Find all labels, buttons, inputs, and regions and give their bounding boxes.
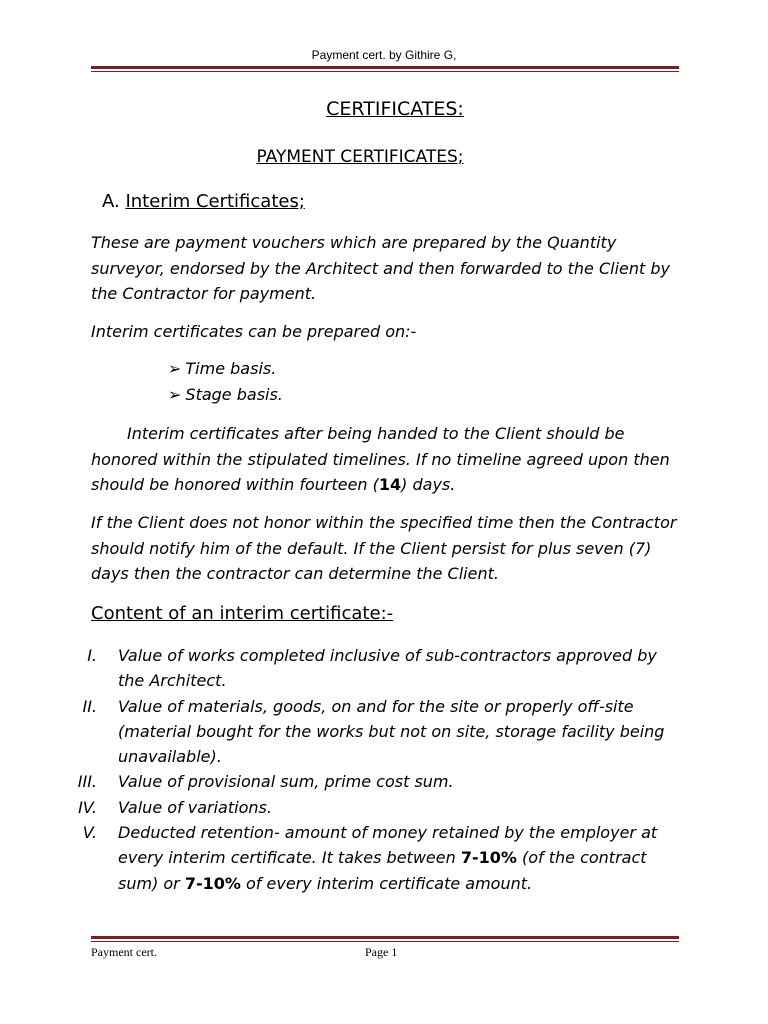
list-number: III. — [77, 772, 97, 792]
list-text: Value of variations. — [118, 797, 272, 817]
bullet-text: Time basis. — [185, 359, 277, 378]
list-text: Value of materials, goods, on and for the site or properly off-site (material bought for the works but not on site, storage facility being unavailable). — [118, 696, 665, 767]
paragraph-definition: These are payment vouchers which are prepared by the Quantity surveyor, endorsed by the Architect and then forwarded to the Client by the Contractor for payment. — [91, 233, 670, 303]
page-title-text: CERTIFICATES: — [326, 98, 464, 120]
page-number: Page 1 — [365, 945, 398, 959]
section-label: Interim Certificates; — [125, 191, 305, 212]
numbered-list — [60, 643, 700, 896]
list-item — [60, 643, 700, 694]
paragraph-timeline — [91, 421, 691, 498]
retention-text-3: of every interim certificate amount. — [240, 873, 533, 893]
page-title — [0, 98, 768, 120]
bullet-list — [168, 356, 283, 408]
retention-text-1: Deducted retention- amount of money retained by the employer at every interim certificate. It takes between — [118, 823, 658, 868]
list-text — [118, 820, 678, 896]
timeline-text-start: Interim certificates after being handed to the Client should be honored within the stipulated timelines. If no timeline agreed upon then should be honored within fourteen ( — [91, 424, 670, 494]
page-subtitle-text: PAYMENT CERTIFICATES; — [256, 147, 464, 167]
list-number: IV. — [78, 797, 97, 817]
bullet-text: Stage basis. — [185, 385, 283, 404]
arrow-bullet-icon: ➢ — [168, 385, 182, 404]
footer-title: Payment cert. — [91, 945, 157, 959]
paragraph-default: If the Client does not honor within the specified time then the Contractor should notify him of the default. If the Client persist for plus seven (7) days then the contractor can determine the Client. — [91, 513, 677, 583]
retention-text-2: (of the contract sum) or — [118, 848, 647, 893]
section-marker: A. — [102, 191, 120, 212]
header-rule — [91, 66, 679, 72]
list-number: II. — [82, 696, 97, 716]
page-subtitle — [0, 147, 704, 167]
timeline-days-number: 14 — [378, 475, 402, 494]
list-item — [60, 820, 700, 896]
list-item — [60, 769, 700, 794]
list-number: I. — [87, 646, 97, 665]
section-heading — [102, 191, 305, 212]
paragraph-prepared-on: Interim certificates can be prepared on:- — [91, 322, 417, 341]
list-text: Value of works completed inclusive of sub-contractors approved by the Architect. — [118, 646, 657, 691]
content-heading: Content of an interim certificate:- — [91, 603, 394, 624]
retention-percent: 7-10% — [184, 873, 241, 893]
retention-percent: 7-10% — [460, 848, 517, 868]
footer-rule — [91, 936, 679, 942]
arrow-bullet-icon: ➢ — [168, 359, 182, 378]
list-item — [60, 694, 700, 770]
list-number: V. — [82, 823, 97, 843]
timeline-text-end: ) days. — [401, 475, 456, 494]
bullet-item — [168, 356, 283, 382]
page-header: Payment cert. by Githire G, — [311, 48, 457, 62]
bullet-item — [168, 382, 283, 408]
list-item — [60, 795, 700, 820]
list-text: Value of provisional sum, prime cost sum. — [118, 772, 454, 792]
